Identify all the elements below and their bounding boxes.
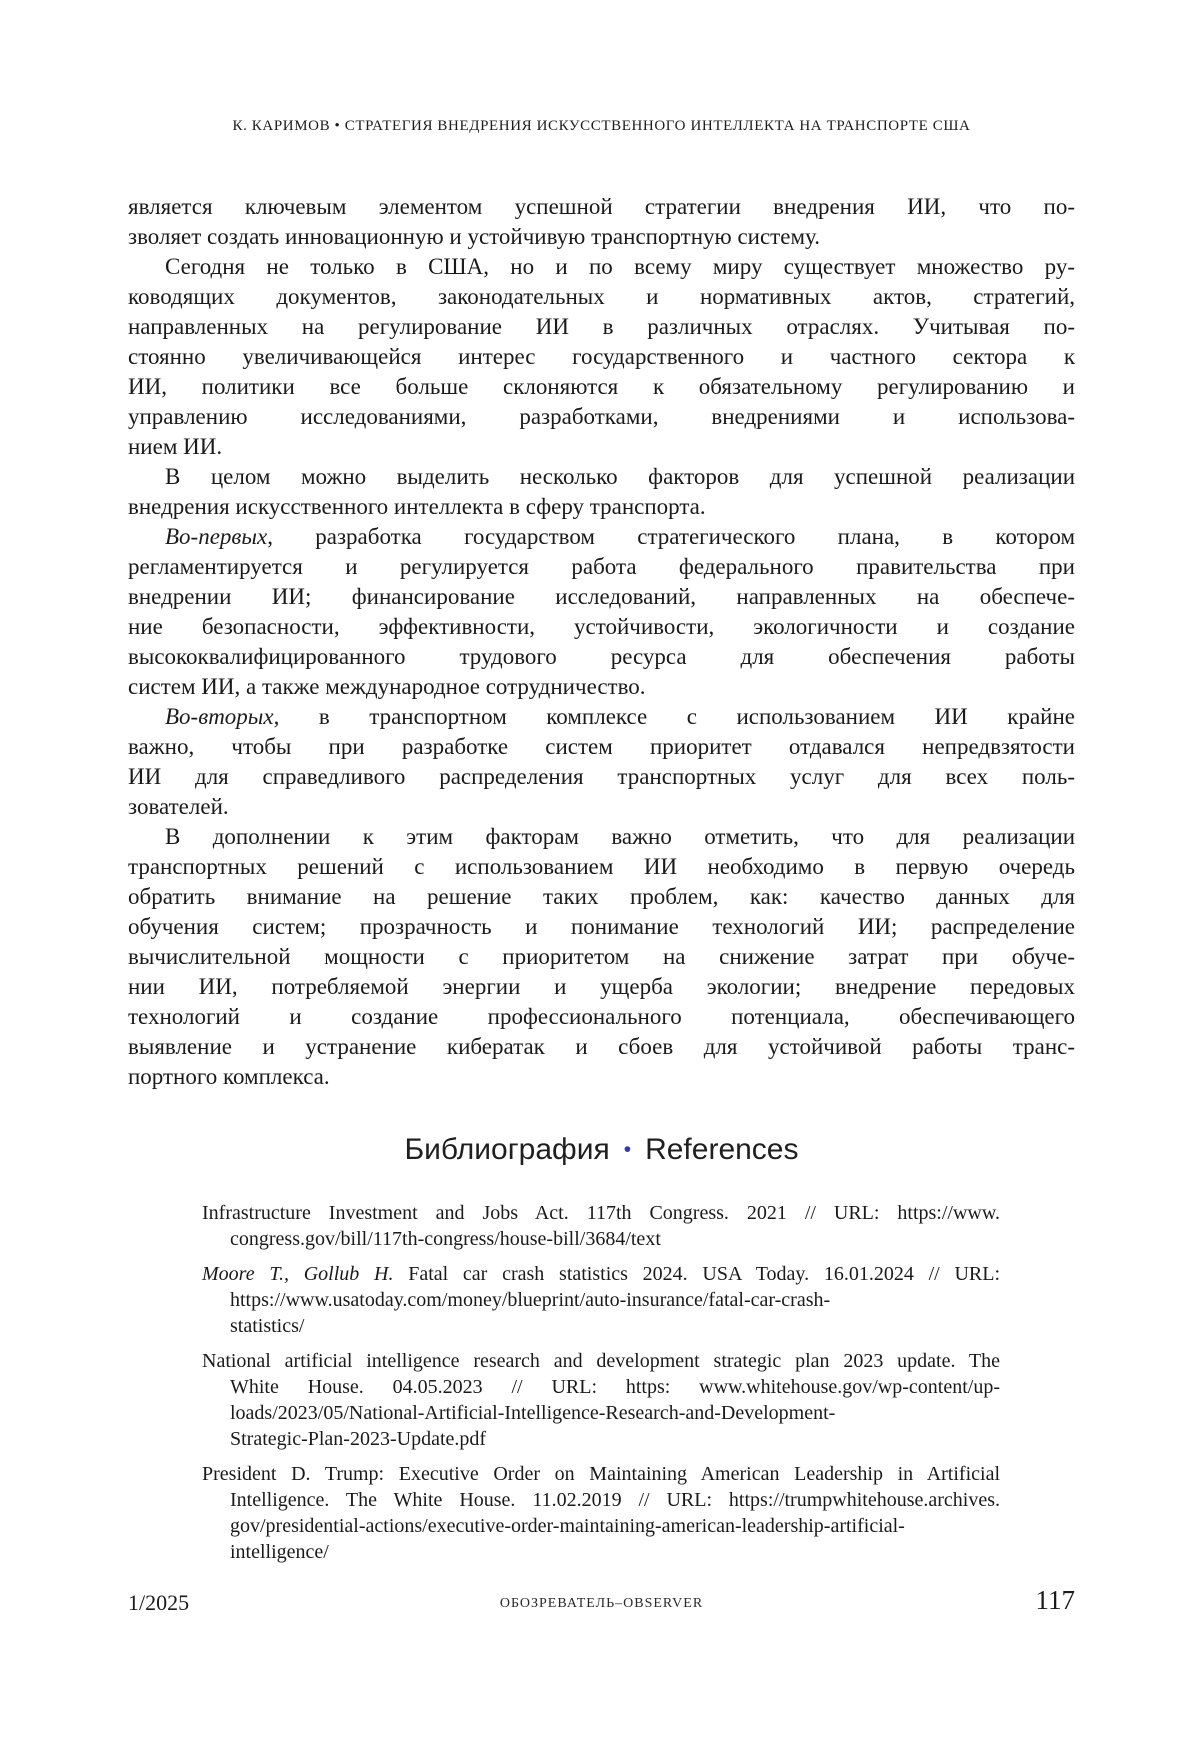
italic-text-run: Во-вторых	[165, 704, 274, 729]
text-run: statistics/	[230, 1315, 305, 1337]
italic-text-run: Во-первых	[165, 524, 268, 549]
text-run: регламентируется и регулируется работа федерального правительства при	[128, 554, 1075, 579]
body-text-line	[128, 702, 1075, 732]
text-run: является ключевым элементом успешной стратегии внедрения ИИ, что по-	[128, 194, 1075, 219]
body-text-line	[128, 852, 1075, 882]
text-run: вычислительной мощности с приоритетом на снижение затрат при обуче-	[128, 944, 1075, 969]
body-text-line	[128, 372, 1075, 402]
body-text-line	[128, 222, 1075, 252]
text-run: intelligence/	[230, 1541, 329, 1563]
body-text-line	[128, 582, 1075, 612]
body-text-line	[128, 522, 1075, 552]
body-text-line	[128, 1062, 1075, 1092]
text-run: National artificial intelligence research and development strategic plan 2023 update. The	[202, 1350, 1000, 1372]
journal-name: ОБОЗРЕВАТЕЛЬ–OBSERVER	[499, 1596, 704, 1611]
italic-text-run: Moore T., Gollub H.	[202, 1263, 394, 1285]
text-run: портного комплекса.	[128, 1064, 330, 1089]
body-text-line	[128, 1002, 1075, 1032]
body-text-line	[128, 612, 1075, 642]
text-run: транспортных решений с использованием ИИ необходимо в первую очередь	[128, 854, 1075, 879]
text-run: ководящих документов, законодательных и нормативных актов, стратегий,	[128, 284, 1075, 309]
body-text-line	[128, 312, 1075, 342]
body-text-line	[128, 732, 1075, 762]
body-text-line	[128, 762, 1075, 792]
body-text-line	[128, 672, 1075, 702]
text-run: зователей.	[128, 794, 229, 819]
text-run: направленных на регулирование ИИ в различных отраслях. Учитывая по-	[128, 314, 1075, 339]
text-run: нием ИИ.	[128, 434, 223, 459]
text-run: зволяет создать инновационную и устойчивую транспортную систему.	[128, 224, 820, 249]
text-run: congress.gov/bill/117th-congress/house-bill/3684/text	[230, 1228, 661, 1250]
text-run: https://www.usatoday.com/money/blueprint/auto-insurance/fatal-car-crash-	[230, 1289, 831, 1311]
article-body	[128, 192, 1075, 1092]
bibliography-heading	[128, 1133, 1075, 1167]
body-text-line	[128, 402, 1075, 432]
body-text-line	[128, 552, 1075, 582]
body-text-line	[128, 492, 1075, 522]
bibliography-line	[202, 1513, 1000, 1539]
heading-bullet-icon: •	[623, 1138, 632, 1161]
text-run: В дополнении к этим факторам важно отметить, что для реализации	[165, 824, 1075, 849]
body-text-line	[128, 252, 1075, 282]
bibliography-line	[202, 1287, 1000, 1313]
body-text-line	[128, 342, 1075, 372]
page-footer	[128, 1585, 1075, 1625]
text-run: gov/presidential-actions/executive-order-maintaining-american-leadership-artificial-	[230, 1515, 905, 1537]
text-run: В целом можно выделить несколько факторов для успешной реализации	[165, 464, 1075, 489]
bibliography-heading-ru: Библиография	[404, 1133, 610, 1166]
body-text-line	[128, 822, 1075, 852]
bibliography-list	[202, 1200, 1000, 1574]
bibliography-entry	[202, 1200, 1000, 1252]
text-run: технологий и создание профессионального потенциала, обеспечивающего	[128, 1004, 1075, 1029]
text-run: ИИ, политики все больше склоняются к обязательному регулированию и	[128, 374, 1075, 399]
text-run: ние безопасности, эффективности, устойчивости, экологичности и создание	[128, 614, 1075, 639]
bibliography-entry	[202, 1261, 1000, 1339]
bibliography-line	[202, 1374, 1000, 1400]
bibliography-heading-en: References	[645, 1133, 799, 1166]
text-run: Intelligence. The White House. 11.02.2019 // URL: https://trumpwhitehouse.archives.	[230, 1489, 1000, 1511]
text-run: внедрения искусственного интеллекта в сферу транспорта.	[128, 494, 706, 519]
text-run: Strategic-Plan-2023-Update.pdf	[230, 1428, 487, 1450]
body-text-line	[128, 792, 1075, 822]
bibliography-line	[202, 1539, 1000, 1565]
text-run: обратить внимание на решение таких проблем, как: качество данных для	[128, 884, 1075, 909]
text-run: President D. Trump: Executive Order on Maintaining American Leadership in Artificial	[202, 1463, 1000, 1485]
text-run: loads/2023/05/National-Artificial-Intelligence-Research-and-Development-	[230, 1402, 836, 1424]
body-text-line	[128, 912, 1075, 942]
bibliography-line	[202, 1487, 1000, 1513]
bibliography-line	[202, 1461, 1000, 1487]
body-text-line	[128, 462, 1075, 492]
body-text-line	[128, 882, 1075, 912]
text-run: Infrastructure Investment and Jobs Act. 117th Congress. 2021 // URL: https://www.	[202, 1202, 1000, 1224]
text-run: , в транспортном комплексе с использованием ИИ крайне	[273, 704, 1075, 729]
bibliography-line	[202, 1313, 1000, 1339]
bibliography-line	[202, 1200, 1000, 1226]
text-run: , разработка государством стратегического плана, в котором	[267, 524, 1075, 549]
text-run: внедрении ИИ; финансирование исследований, направленных на обеспече-	[128, 584, 1075, 609]
text-run: White House. 04.05.2023 // URL: https: www.whitehouse.gov/wp-content/up-	[230, 1376, 1000, 1398]
body-text-line	[128, 972, 1075, 1002]
bibliography-line	[202, 1226, 1000, 1252]
text-run: обучения систем; прозрачность и понимание технологий ИИ; распределение	[128, 914, 1075, 939]
text-run: Fatal car crash statistics 2024. USA Today. 16.01.2024 // URL:	[393, 1263, 1000, 1285]
bibliography-entry	[202, 1461, 1000, 1565]
bibliography-line	[202, 1261, 1000, 1287]
bibliography-line	[202, 1426, 1000, 1452]
body-text-line	[128, 642, 1075, 672]
page-number: 117	[1035, 1585, 1075, 1615]
issue-number: 1/2025	[128, 1590, 190, 1615]
body-text-line	[128, 1032, 1075, 1062]
text-run: стоянно увеличивающейся интерес государственного и частного сектора к	[128, 344, 1075, 369]
text-run: ИИ для справедливого распределения транспортных услуг для всех поль-	[128, 764, 1075, 789]
text-run: Сегодня не только в США, но и по всему миру существует множество ру-	[165, 254, 1075, 279]
body-text-line	[128, 192, 1075, 222]
text-run: выявление и устранение кибератак и сбоев для устойчивой работы транс-	[128, 1034, 1075, 1059]
text-run: систем ИИ, а также международное сотрудничество.	[128, 674, 646, 699]
body-text-line	[128, 432, 1075, 462]
text-run: нии ИИ, потребляемой энергии и ущерба экологии; внедрение передовых	[128, 974, 1075, 999]
bibliography-line	[202, 1400, 1000, 1426]
running-head: К. КАРИМОВ • СТРАТЕГИЯ ВНЕДРЕНИЯ ИСКУССТВЕННОГО ИНТЕЛЛЕКТА НА ТРАНСПОРТЕ США	[232, 118, 971, 134]
text-run: управлению исследованиями, разработками, внедрениями и использова-	[128, 404, 1075, 429]
bibliography-line	[202, 1348, 1000, 1374]
body-text-line	[128, 942, 1075, 972]
bibliography-entry	[202, 1348, 1000, 1452]
text-run: важно, чтобы при разработке систем приоритет отдавался непредвзятости	[128, 734, 1075, 759]
body-text-line	[128, 282, 1075, 312]
text-run: высококвалифицированного трудового ресурса для обеспечения работы	[128, 644, 1075, 669]
